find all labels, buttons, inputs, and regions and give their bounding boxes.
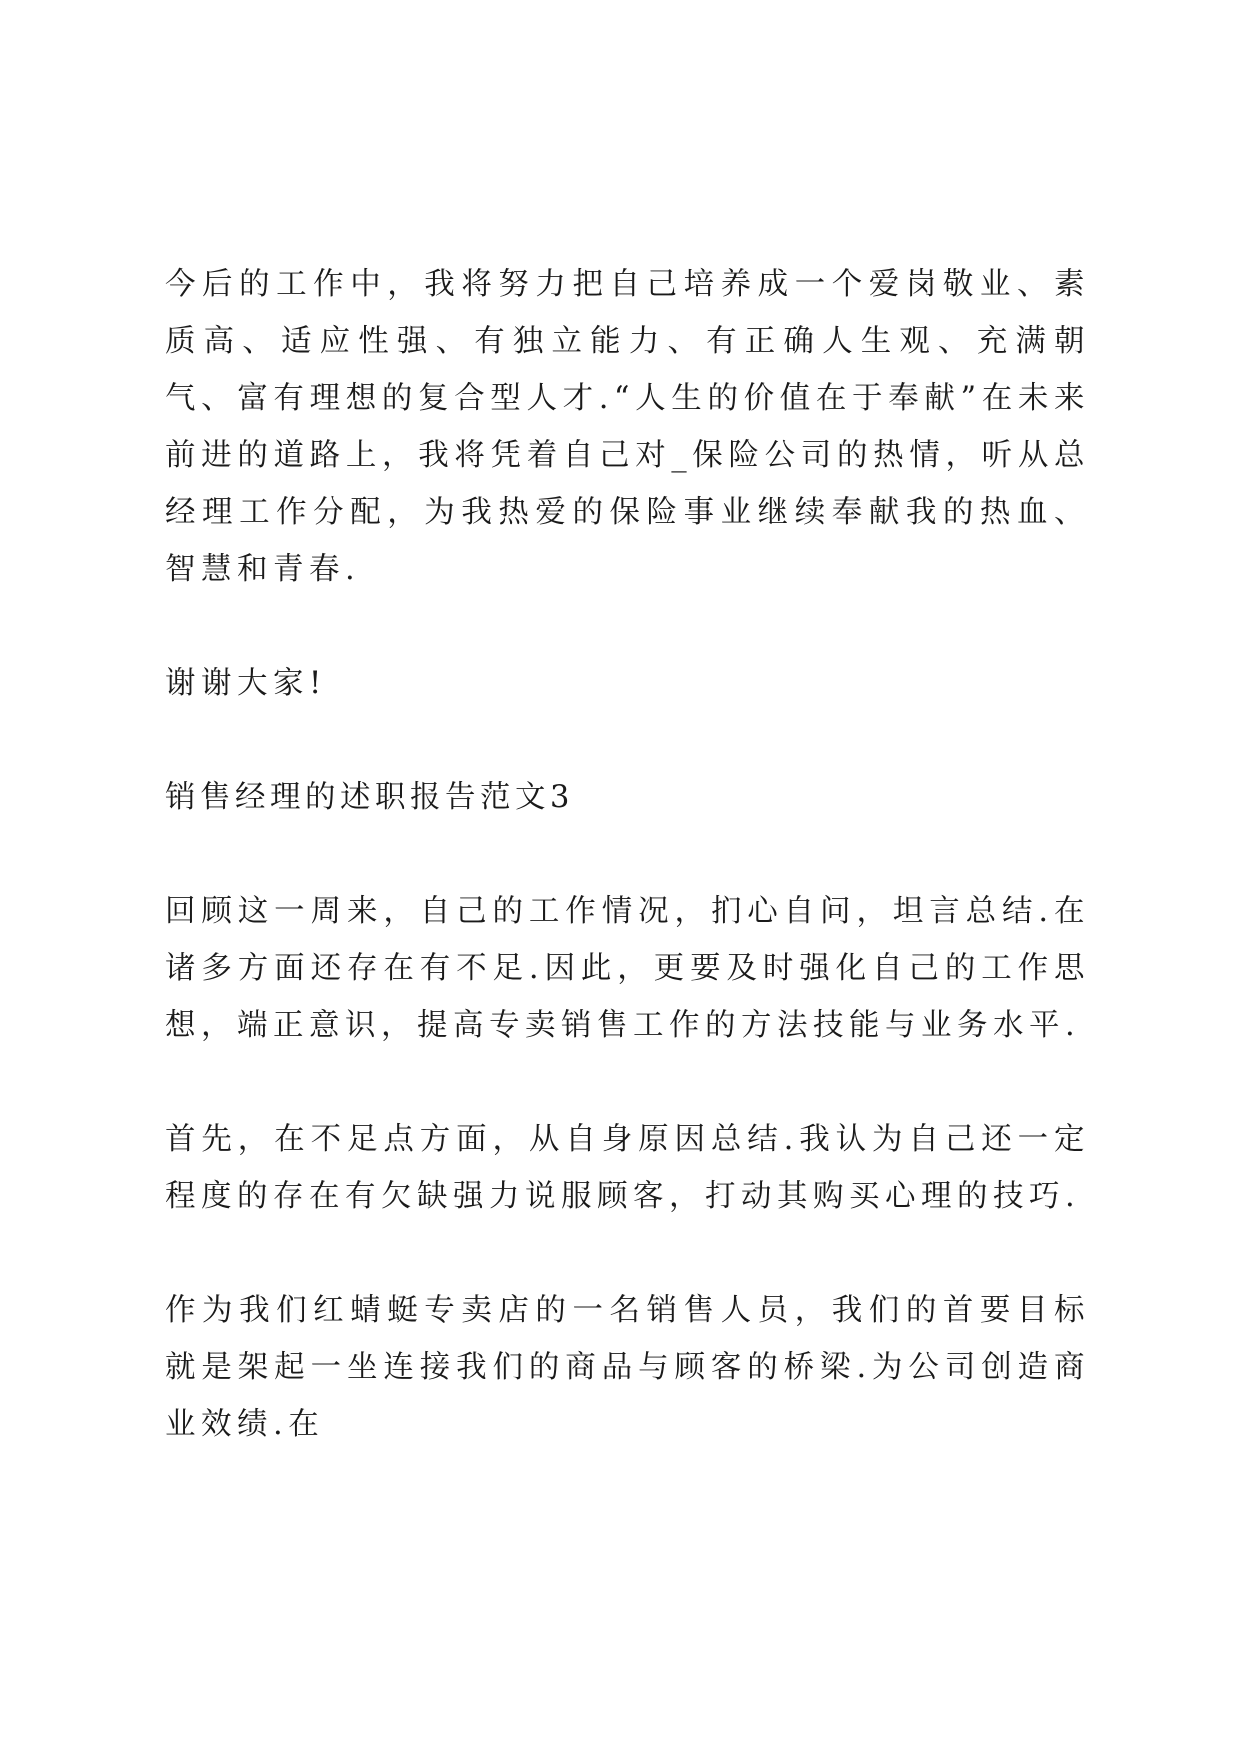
paragraph-closing-commitment: 今后的工作中，我将努力把自己培养成一个爱岗敬业、素质高、适应性强、有独立能力、有正确人生观、充满朝气、富有理想的复合型人才.“人生的价值在于奉献”在未来前进的道路上，我将凭着自己对_保险公司的热情，听从总经理工作分配，为我热爱的保险事业继续奉献我的热血、智慧和青春. [165,267,1090,587]
paragraph-sales-goal: 作为我们红蜻蜓专卖店的一名销售人员，我们的首要目标就是架起一坐连接我们的商品与顾客的桥梁.为公司创造商业效绩.在 [165,1293,1090,1442]
document-body [165,256,1090,1453]
paragraph-thanks: 谢谢大家! [165,666,327,701]
paragraph-weekly-review: 回顾这一周来，自己的工作情况，扪心自问，坦言总结.在诸多方面还存在有不足.因此，更要及时强化自己的工作思想，端正意识，提高专卖销售工作的方法技能与业务水平. [165,894,1090,1043]
paragraph-shortcomings: 首先，在不足点方面，从自身原因总结.我认为自己还一定程度的存在有欠缺强力说服顾客，打动其购买心理的技巧. [165,1122,1090,1214]
section-heading: 销售经理的述职报告范文3 [165,780,574,815]
